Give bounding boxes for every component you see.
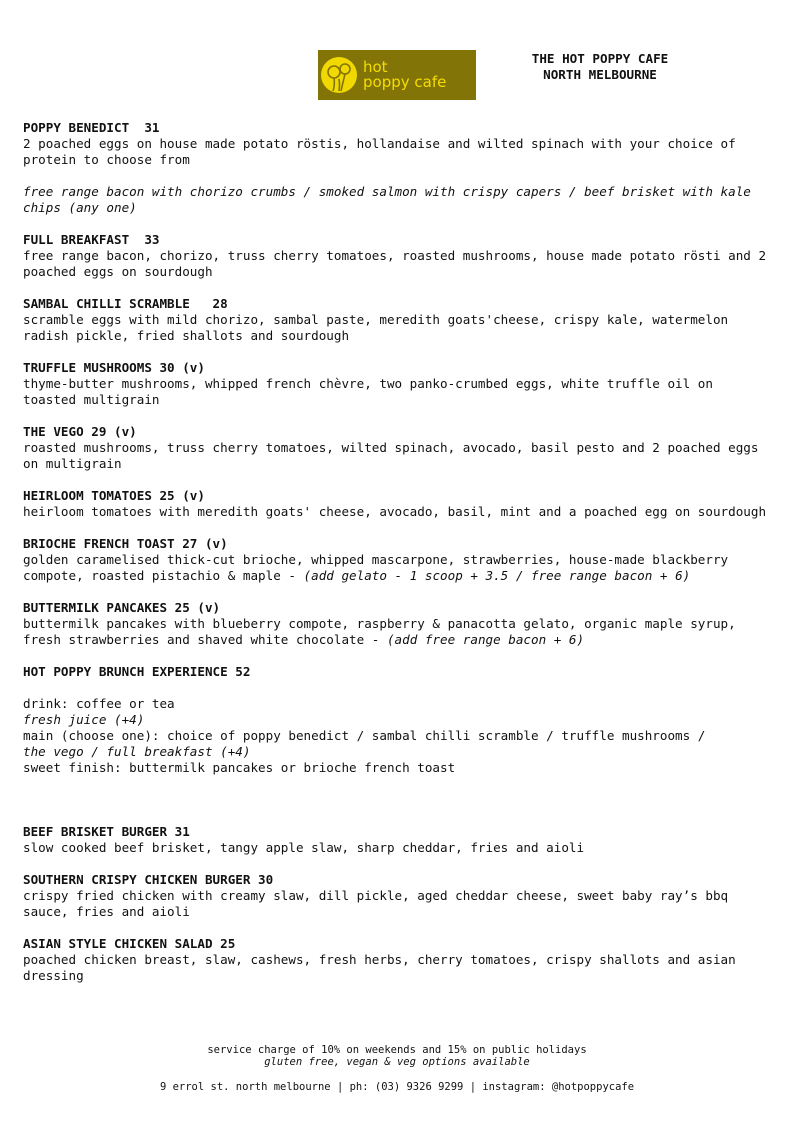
menu-item-southern-crispy-chicken-burger [23, 872, 773, 920]
item-title: BUTTERMILK PANCAKES 25 (v) [23, 600, 221, 615]
logo-wordmark [363, 60, 446, 90]
menu-item-the-vego [23, 424, 773, 472]
item-addon: (add free range bacon + 6) [386, 632, 585, 647]
logo-line-2: poppy cafe [363, 73, 447, 91]
brunch-juice-option: fresh juice (+4) [23, 712, 145, 727]
poppy-flower-icon [321, 57, 357, 93]
menu-item-buttermilk-pancakes [23, 600, 773, 648]
item-description: scramble eggs with mild chorizo, sambal paste, meredith goats'cheese, crispy kale, watermelon radish pickle, fried shallots and sourdough [23, 312, 729, 343]
menu-item-asian-style-chicken-salad [23, 936, 773, 984]
brunch-main-extra: the vego / full breakfast (+4) [23, 744, 251, 759]
item-description: roasted mushrooms, truss cherry tomatoes, wilted spinach, avocado, basil pesto and 2 poached eggs on multigrain [23, 440, 759, 471]
brunch-drink: drink: coffee or tea [23, 696, 175, 711]
cafe-location: NORTH MELBOURNE [543, 67, 657, 82]
item-description: poached chicken breast, slaw, cashews, fresh herbs, cherry tomatoes, crispy shallots and asian dressing [23, 952, 736, 983]
brunch-main: main (choose one): choice of poppy benedict / sambal chilli scramble / truffle mushrooms / [23, 728, 706, 743]
item-description [23, 616, 773, 648]
item-title: THE VEGO 29 (v) [23, 424, 137, 439]
menu-item-brunch-experience [23, 664, 773, 776]
menu-item-full-breakfast [23, 232, 773, 280]
menu-list [23, 120, 773, 1000]
menu-item-sambal-chilli-scramble [23, 296, 773, 344]
item-title: ASIAN STYLE CHICKEN SALAD 25 [23, 936, 236, 951]
item-title: POPPY BENEDICT 31 [23, 120, 160, 135]
item-description: 2 poached eggs on house made potato röstis, hollandaise and wilted spinach with your choice of protein to choose from [23, 136, 736, 167]
item-title: FULL BREAKFAST 33 [23, 232, 160, 247]
item-description [23, 552, 773, 584]
item-title: HOT POPPY BRUNCH EXPERIENCE 52 [23, 664, 251, 679]
item-addon: (add gelato - 1 scoop + 3.5 / free range bacon + 6) [303, 568, 691, 583]
menu-item-heirloom-tomatoes [23, 488, 773, 520]
item-description-text: golden caramelised thick-cut brioche, whipped mascarpone, strawberries, house-made blackberry compote, roasted pistachio & maple - [23, 552, 729, 583]
item-title: SAMBAL CHILLI SCRAMBLE 28 [23, 296, 228, 311]
dietary-note: gluten free, vegan & veg options available [264, 1056, 530, 1068]
logo-line-1: hot [363, 58, 388, 76]
brunch-sweet: sweet finish: buttermilk pancakes or brioche french toast [23, 760, 456, 775]
item-protein-options: free range bacon with chorizo crumbs / smoked salmon with crispy capers / beef brisket with kale chips (any one) [23, 184, 751, 215]
cafe-logo [318, 50, 476, 100]
item-description: free range bacon, chorizo, truss cherry tomatoes, roasted mushrooms, house made potato rösti and 2 poached eggs on sourdough [23, 248, 767, 279]
item-description-text: buttermilk pancakes with blueberry compote, raspberry & panacotta gelato, organic maple syrup, fresh strawberries and shaved white chocolate - [23, 616, 736, 647]
menu-item-beef-brisket-burger [23, 824, 773, 856]
contact-info: 9 errol st. north melbourne | ph: (03) 9326 9299 | instagram: @hotpoppycafe [159, 1081, 635, 1093]
item-title: BEEF BRISKET BURGER 31 [23, 824, 190, 839]
item-title: TRUFFLE MUSHROOMS 30 (v) [23, 360, 205, 375]
footer-notes [0, 1044, 794, 1068]
menu-item-brioche-french-toast [23, 536, 773, 584]
cafe-name-heading [500, 51, 700, 83]
menu-item-poppy-benedict [23, 120, 773, 216]
item-description: slow cooked beef brisket, tangy apple slaw, sharp cheddar, fries and aioli [23, 840, 585, 855]
item-description: thyme-butter mushrooms, whipped french chèvre, two panko-crumbed eggs, white truffle oil on toasted multigrain [23, 376, 713, 407]
menu-item-truffle-mushrooms [23, 360, 773, 408]
item-title: BRIOCHE FRENCH TOAST 27 (v) [23, 536, 228, 551]
item-title: HEIRLOOM TOMATOES 25 (v) [23, 488, 205, 503]
item-description: crispy fried chicken with creamy slaw, dill pickle, aged cheddar cheese, sweet baby ray’s bbq sauce, fries and aioli [23, 888, 729, 919]
item-title: SOUTHERN CRISPY CHICKEN BURGER 30 [23, 872, 274, 887]
cafe-name: THE HOT POPPY CAFE [531, 51, 669, 66]
item-description: heirloom tomatoes with meredith goats' cheese, avocado, basil, mint and a poached egg on sourdough [23, 504, 767, 519]
service-charge-note: service charge of 10% on weekends and 15% on public holidays [207, 1044, 587, 1056]
